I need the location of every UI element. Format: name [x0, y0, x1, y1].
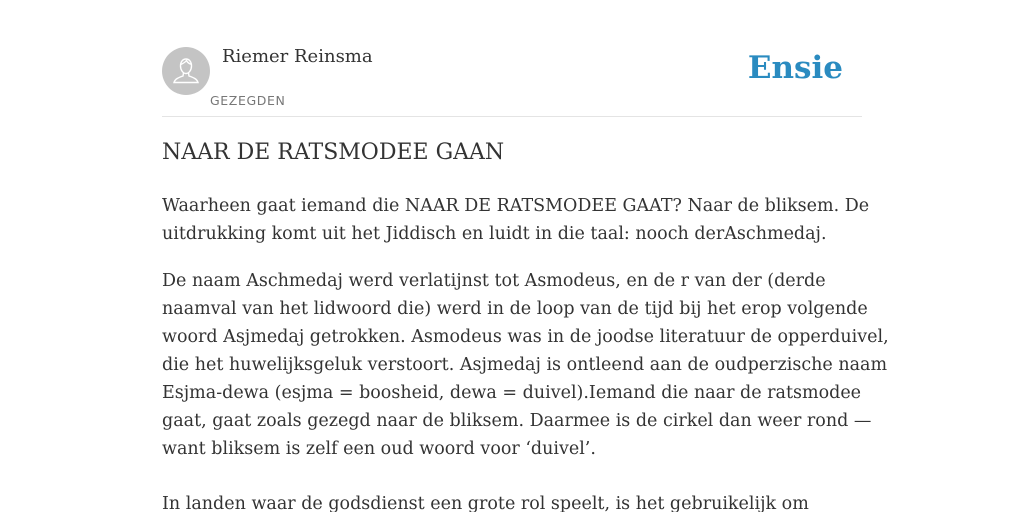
article-paragraph	[162, 267, 889, 463]
paragraph-line: gaat, gaat zoals gezegd naar de bliksem. Daarmee is de cirkel dan weer rond —	[162, 411, 872, 431]
brand-logo[interactable]: Ensie	[747, 50, 843, 86]
paragraph-line: woord Asjmedaj getrokken. Asmodeus was in de joodse literatuur de opperduivel,	[162, 327, 889, 347]
paragraph-line: die het huwelijksgeluk verstoort. Asjmedaj is ontleend aan de oudperzische naam	[162, 355, 888, 375]
article-header	[162, 0, 862, 117]
paragraph-line: naamval van het lidwoord die) werd in de loop van de tijd bij het erop volgende	[162, 299, 868, 319]
category-label[interactable]: GEZEGDEN	[210, 93, 286, 108]
paragraph-line: uitdrukking komt uit het Jiddisch en luidt in die taal: nooch derAschmedaj.	[162, 224, 827, 244]
author-avatar[interactable]	[162, 47, 210, 95]
paragraph-line: De naam Aschmedaj werd verlatijnst tot Asmodeus, en de r van der (derde	[162, 271, 826, 291]
article-paragraph	[162, 490, 862, 512]
paragraph-line: Esjma-dewa (esjma = boosheid, dewa = duivel).Iemand die naar de ratsmodee	[162, 383, 862, 403]
article-page	[162, 0, 889, 512]
article-paragraph	[162, 192, 870, 248]
user-silhouette-icon	[162, 47, 210, 95]
author-name[interactable]: Riemer Reinsma	[222, 46, 373, 67]
article-title: NAAR DE RATSMODEE GAAN	[162, 140, 505, 165]
paragraph-line: In landen waar de godsdienst een grote rol speelt, is het gebruikelijk om	[162, 494, 809, 512]
paragraph-line: Waarheen gaat iemand die NAAR DE RATSMODEE GAAT? Naar de bliksem. De	[162, 196, 870, 216]
paragraph-line: want bliksem is zelf een oud woord voor ‘duivel’.	[162, 439, 596, 459]
